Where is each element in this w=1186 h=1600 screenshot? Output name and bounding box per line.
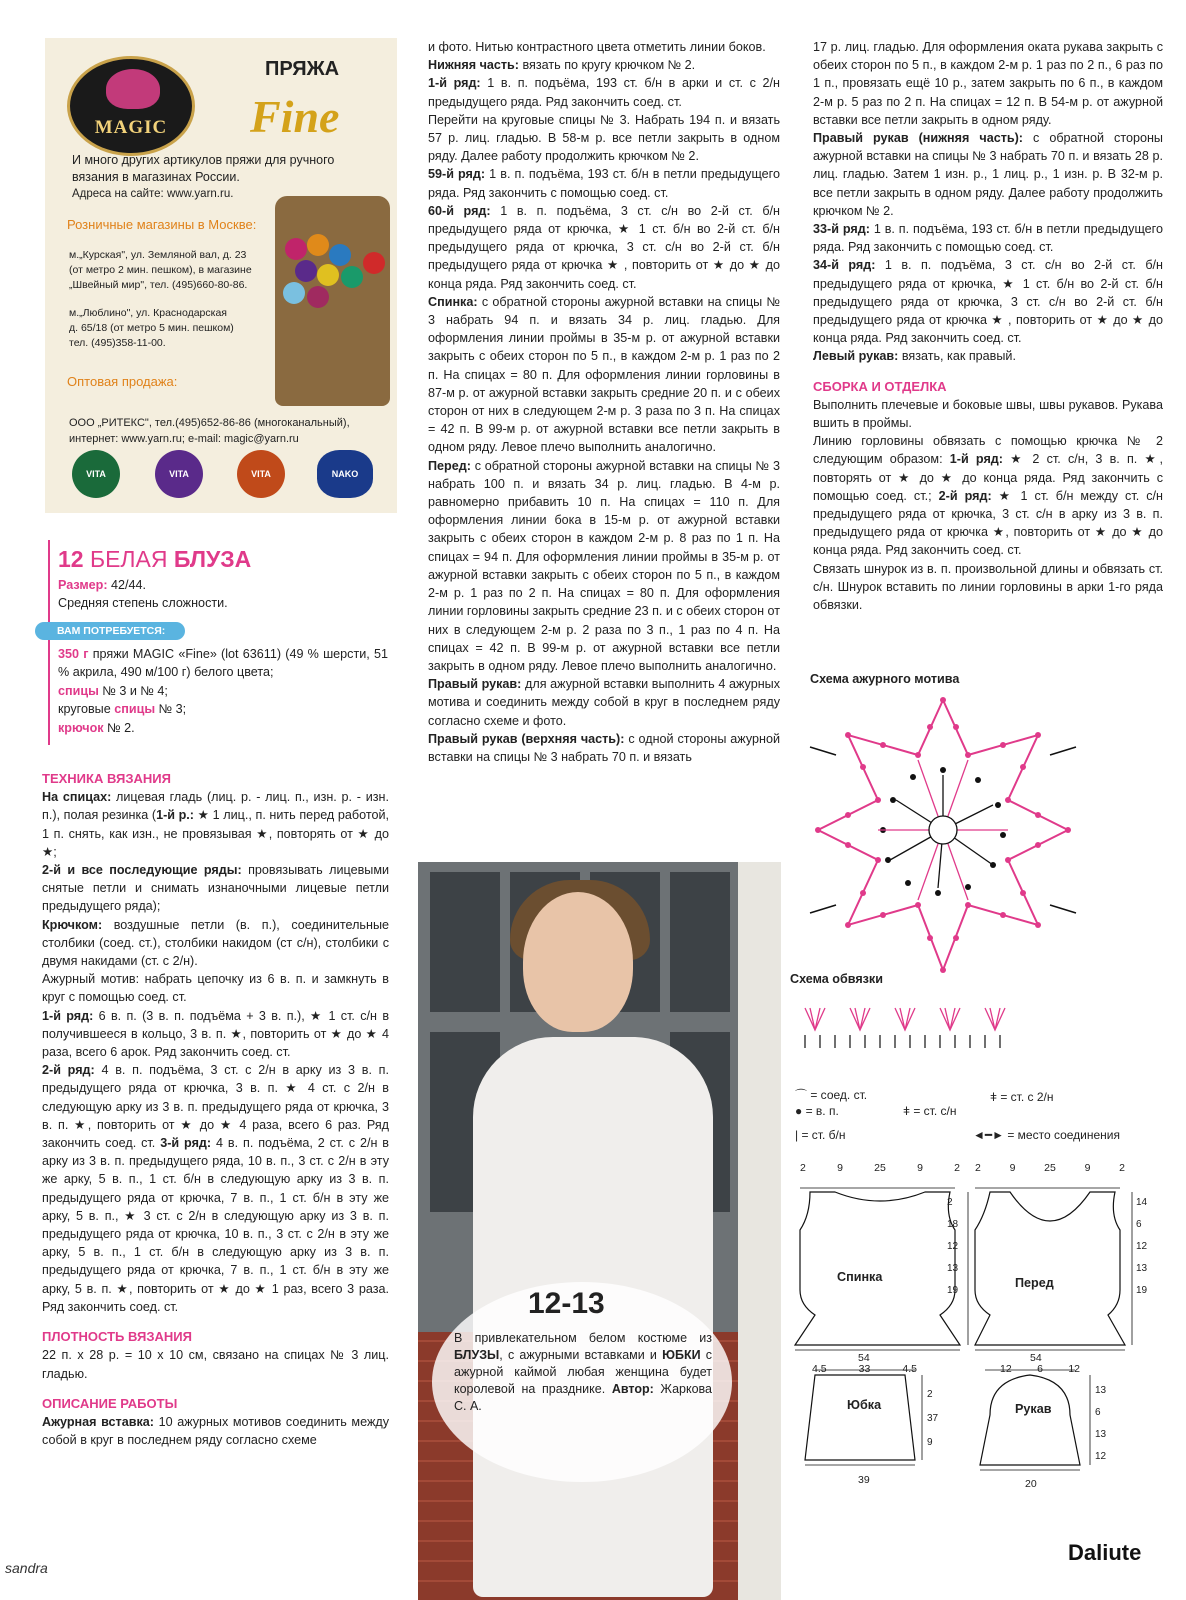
section-heading: ТЕХНИКА ВЯЗАНИЯ: [42, 771, 171, 786]
front-width: 54: [1030, 1352, 1042, 1364]
materials-list: 350 г пряжи MAGIC «Fine» (lot 63611) (49 % шерсти, 51 % акрила, 490 м/100 г) белого цвета; спицы № 3 и № 4; круговые спицы № 3; крючок № 2.: [58, 647, 388, 735]
wholesale-line: ООО „РИТЕКС", тел.(495)652-86-86 (многоканальный),: [69, 417, 350, 429]
vita-badge: VITA: [237, 450, 285, 498]
brand-name: Fine: [250, 91, 340, 142]
skirt-shape: [805, 1375, 915, 1460]
back-top-dims: 2 9 25 9 2: [800, 1162, 960, 1174]
skirt-bottom-dim: 39: [858, 1474, 870, 1486]
model-photo: [418, 862, 781, 1600]
pattern-title: 12 БЕЛАЯ БЛУЗА: [58, 546, 252, 572]
legend-slip-stitch: ⌒ = соед. ст.: [795, 1088, 868, 1102]
back-shape: [795, 1192, 960, 1345]
footer-watermark: Daliute: [1068, 1540, 1142, 1565]
wholesale-heading: Оптовая продажа:: [67, 374, 178, 389]
lace-motif-chart: [808, 695, 1078, 985]
skirt-top-dims: 4.5 33 4.5: [812, 1363, 917, 1375]
column-left: ТЕХНИКА ВЯЗАНИЯ На спицах: лицевая гладь (лиц. р. - лиц. п., изн. р. - изн. п.), полая резинка (1-й р.: ★ 1 лиц., п. нить перед работой, 1 п. снять, как изн., не провязывая ★, повторять от ★ до ★; 2-й и все последующие ряды: провязывать лицевыми снятые петли и снимать изнаночными лицевые петли предыдущего ряда); Крючком: воздушные петли (в. п.), соединительные столбики (соед. ст.), столбики накидом (ст с/н), столбики с двумя накидами (ст. с 2/н). Ажурный мотив: набрать цепочку из 6 в. п. и замкнуть в круг с помощью соед. ст. 1-й ряд: 6 в. п. (3 в. п. подъёма + 3 в. п.), ★ 1 ст. с/н в получившееся в кольцо, 3 в. п. ★, повторить от ★ до ★ 4 раза, всего 6 арок. Ряд закончить соед. ст. 2-й ряд: 4 в. п. подъёма, 3 ст. с 2/н в арку из 3 в. п. предыдущего ряда от крючка, 3 в. п. ★ 4 ст. с 2/н в следующую арку из 3 в. п. предыдущего ряда от крючка, 3 в. п. ★, повторить от ★ до ★ 4 раза, всего 6 раз. Ряд закончить соед. ст. 3-й ряд: 4 в. п. подъёма, 2 ст. с 2/н в арку из 3 в. п. предыдущего ряда, 10 в. п., 3 ст. с 2/н в эту же арку, 5 в. п., 1 ст. б/н в следующую арку из 3 в. п. предыдущего ряда от крючка, 7 в. п., 1 ст. б/н в эту же арку, 5 в. п., ★ 3 ст. с 2/н в следующую арку из 3 в. п. предыдущего ряда от крючка, 10 в. п., 3 ст. с 2/н в эту же арку, 5 в. п., 1 ст. б/н в следующую арку из 3 в. п. предыдущего ряда от крючка, 7 в. п., 1 ст. б/н в эту же арку, 5 в. п. ★, повторить от ★ до ★ 1 раз, всего 3 раза. Ряд закончить соед. ст. ПЛОТНОСТЬ ВЯЗАНИЯ 22 п. х 28 р. = 10 х 10 см, связано на спицах № 3 лиц. гладью. ОПИСАНИЕ РАБОТЫ Ажурная вставка: 10 ажурных мотивов соединить между собой в круг в последнем ряду согласно схеме: [42, 771, 390, 1448]
photo-number: 12-13: [528, 1287, 605, 1320]
magic-logo: MAGIC: [67, 56, 195, 156]
column-middle: и фото. Нитью контрастного цвета отметить линии боков. Нижняя часть: вязать по кругу крючком № 2. 1-й ряд: 1 в. п. подъёма, 193 ст. б/н в арки и ст. с 2/н предыдущего ряда. Ряд закончить соед. ст. Перейти на круговые спицы № 3. Набрать 194 п. и вязать 57 р. лиц. гладью. В 58-м р. все петли закрыть в одном ряду. Далее работу продолжить крючком № 2. 59-й ряд: 1 в. п. подъёма, 193 ст. б/н в петли предыдущего ряда. Ряд закончить с помощью соед. ст. 60-й ряд: 1 в. п. подъёма, 3 ст. с/н во 2-й ст. б/н предыдущего ряда от крючка, ★ 1 ст. б/н во 2-й ст. б/н предыдущего ряда от крючка, 3 ст. с/н во 2-й ст. б/н предыдущего ряда от крючка ★ , повторить от ★ до ★ до конца ряда. Ряд закончить соед. ст. Спинка: с обратной стороны ажурной вставки на спицы № 3 набрать 94 п. и вязать 34 р. лиц. гладью. Для оформления линии проймы в 35-м р. от ажурной вставки закрыть с обеих сторон по 5 п., в каждом 2-м р. 1 раз по 2 п. На спицах = 80 п. Для оформления линии горловины в 87-м р. от ажурной вставки закрыть средние 20 п. и с обеих сторон от них в следующем 2-м р. 3 раза по 3 п. На спицах = 42 п. В 99-м р. от ажурной вставки все петли закрыть в одном ряду. Левое плечо выполнить аналогично. Перед: с обратной стороны ажурной вставки на спицы № 3 набрать 100 п. и вязать 34 р. лиц. гладью. В 4-м р. равномерно прибавить 10 п. На спицах = 110 п. Для оформления линии бока в 15-м р. от ажурной вставки закрыть с обеих сторон в каждом 2-м р. 8 раз по 1 п. На спицах = 94 п. Для оформления линии проймы в 35-м р. от ажурной вставки закрыть с обеих сторон по 5 п., в каждом 2-м р. 1 раз по 2 п. На спицах = 80 п. Для оформления линии горловины закрыть средние 23 п. и с обеих сторон от них в следующем 2-м р. 2 раза по 3 п., 1 раз по 4 п. На спицах = 42 п. В 99-м р. от ажурной вставки все петли закрыть в одном ряду. Левое плечо выполнить аналогично. Правый рукав: для ажурной вставки выполнить 4 ажурных мотива и соединить между собой в круг в последнем ряду согласно схеме и фото. Правый рукав (верхняя часть): с одной стороны ажурной вставки на спицы № 3 набрать 70 п. и вязать: [428, 40, 781, 764]
photo-caption: В привлекательном белом костюме из БЛУЗЫ, с ажурными вставками и ЮБКИ с ажурной каймой любая женщина будет королевой на празднике. Автор: Жаркова С. А.: [454, 1331, 713, 1413]
edging-chart: [800, 1000, 1040, 1055]
yarn-advertisement: [45, 38, 397, 513]
size-line: Размер: 42/44.: [58, 578, 147, 592]
white-column: [738, 862, 781, 1600]
sleeve-shape: [980, 1375, 1080, 1465]
back-width: 54: [858, 1352, 870, 1364]
column-right: 17 р. лиц. гладью. Для оформления оката рукава закрыть с обеих сторон по 5 п., в каждом 2-м р. 1 раз по 2 п., 6 раз по 1 п., провязать ещё 10 р., затем закрыть по 6 п., в каждом 2-м р. 5 раз по 2 п. На спицах = 12 п. В 54-м р. от ажурной вставки все петли закрыть в одном ряду. Правый рукав (нижняя часть): с обратной стороны ажурной вставки на спицы № 3 набрать 70 п. и вязать 28 р. лиц. гладью. Затем 1 изн. р., 1 лиц. р., 1 изн. р. В 32-м р. все петли закрыть в одном ряду. Далее работу продолжить крючком № 2. 33-й ряд: 1 в. п. подъёма, 193 ст. б/н в петли предыдущего ряда. Ряд закончить с помощью соед. ст. 34-й ряд: 1 в. п. подъёма, 3 ст. с/н во 2-й ст. б/н предыдущего ряда от крючка, ★ 1 ст. б/н во 2-й ст. б/н предыдущего ряда от крючка, 3 ст. с/н во 2-й ст. б/н предыдущего ряда от крючка ★ , повторить от ★ до ★ до конца ряда. Ряд закончить соед. ст. Левый рукав: вязать, как правый. СБОРКА И ОТДЕЛКА Выполнить плечевые и боковые швы, швы рукавов. Рукава вшить в проймы. Линию горловины обвязать с помощью крючка № 2 следующим образом: 1-й ряд: ★ 2 ст. с/н, 3 в. п. ★, повторять от ★ до ★ до конца ряда. Ряд закончить с помощью соед. ст.; 2-й ряд: ★ 1 ст. б/н между ст. с/н предыдущего ряда от крючка, 3 ст. с/н в арку из 3 в. п. предыдущего ряда от крючка ★, повторить от ★ до ★ до конца ряда. Ряд закончить соед. ст. Связать шнурок из в. п. произвольной длины и обвязать ст. с/н. Шнурок вставить по линии горловины в арки 1-го ряда обвязки.: [813, 40, 1164, 613]
face: [523, 892, 633, 1032]
window-pane: [430, 872, 500, 1012]
motif-chart-title: Схема ажурного мотива: [810, 672, 960, 686]
sleeve-bottom-dim: 20: [1025, 1478, 1037, 1490]
retail-heading: Розничные магазины в Москве:: [67, 217, 257, 232]
front-top-dims: 2 9 25 9 2: [975, 1162, 1125, 1174]
yarn-label: ПРЯЖА: [265, 58, 340, 80]
schematic-back-label: Спинка: [837, 1270, 883, 1284]
center-ring: [929, 816, 957, 844]
legend-join: ◄━► = место соединения: [973, 1128, 1120, 1142]
need-badge: ВАМ ПОТРЕБУЕТСЯ:: [35, 622, 185, 640]
front-side-dims: 14 6 12 13 19: [1136, 1197, 1148, 1296]
back-side-dims: 2 18 12 13 19: [947, 1197, 959, 1296]
window-pane: [670, 872, 730, 1012]
vita-badge: VITA: [155, 450, 203, 498]
ad-line: вязания в магазинах России.: [72, 170, 240, 184]
legend-chain: ● = в. п.: [795, 1104, 839, 1118]
sleeve-top-dims: 12 6 12: [1000, 1363, 1080, 1375]
section-heading: ПЛОТНОСТЬ ВЯЗАНИЯ: [42, 1329, 192, 1345]
section-heading: СБОРКА И ОТДЕЛКА: [813, 378, 947, 394]
nako-badge: NAKO: [317, 450, 373, 498]
schematic-sleeve-label: Рукав: [1015, 1402, 1052, 1416]
footer-magazine: sandra: [5, 1560, 48, 1576]
skirt-side-dims: 2 37 9: [927, 1389, 939, 1448]
shop-address: м.„Курская", ул. Земляной вал, д. 23 (от метро 2 мин. пешком), в магазине „Швейный мир", тел. (495)660-80-86.: [69, 249, 252, 291]
ad-line: И много других артикулов пряжи для ручного: [72, 153, 335, 167]
ad-line: Адреса на сайте: www.yarn.ru.: [72, 188, 234, 200]
symbol-legend: [795, 1082, 1155, 1152]
edge-chart-title: Схема обвязки: [790, 972, 883, 986]
legend-treble-crochet: ǂ = ст. с 2/н: [990, 1090, 1054, 1104]
wholesale-line: интернет: www.yarn.ru; e-mail: magic@yarn.ru: [69, 433, 299, 445]
front-shape: [975, 1192, 1125, 1345]
butterfly-icon: [106, 69, 160, 109]
vita-badge: VITA: [72, 450, 120, 498]
legend-single-crochet: | = ст. б/н: [795, 1128, 846, 1142]
legend-double-crochet: ǂ = ст. с/н: [903, 1104, 957, 1118]
schematic-front-label: Перед: [1015, 1276, 1054, 1290]
section-heading: ОПИСАНИЕ РАБОТЫ: [42, 1395, 178, 1411]
schematic-skirt-label: Юбка: [847, 1398, 882, 1412]
shop-address: м.„Люблино", ул. Краснодарская д. 65/18 (от метро 5 мин. пешком) тел. (495)358-11-00.: [69, 307, 234, 349]
sleeve-side-dims: 13 6 13 12: [1095, 1385, 1107, 1462]
difficulty: Средняя степень сложности.: [58, 596, 228, 610]
